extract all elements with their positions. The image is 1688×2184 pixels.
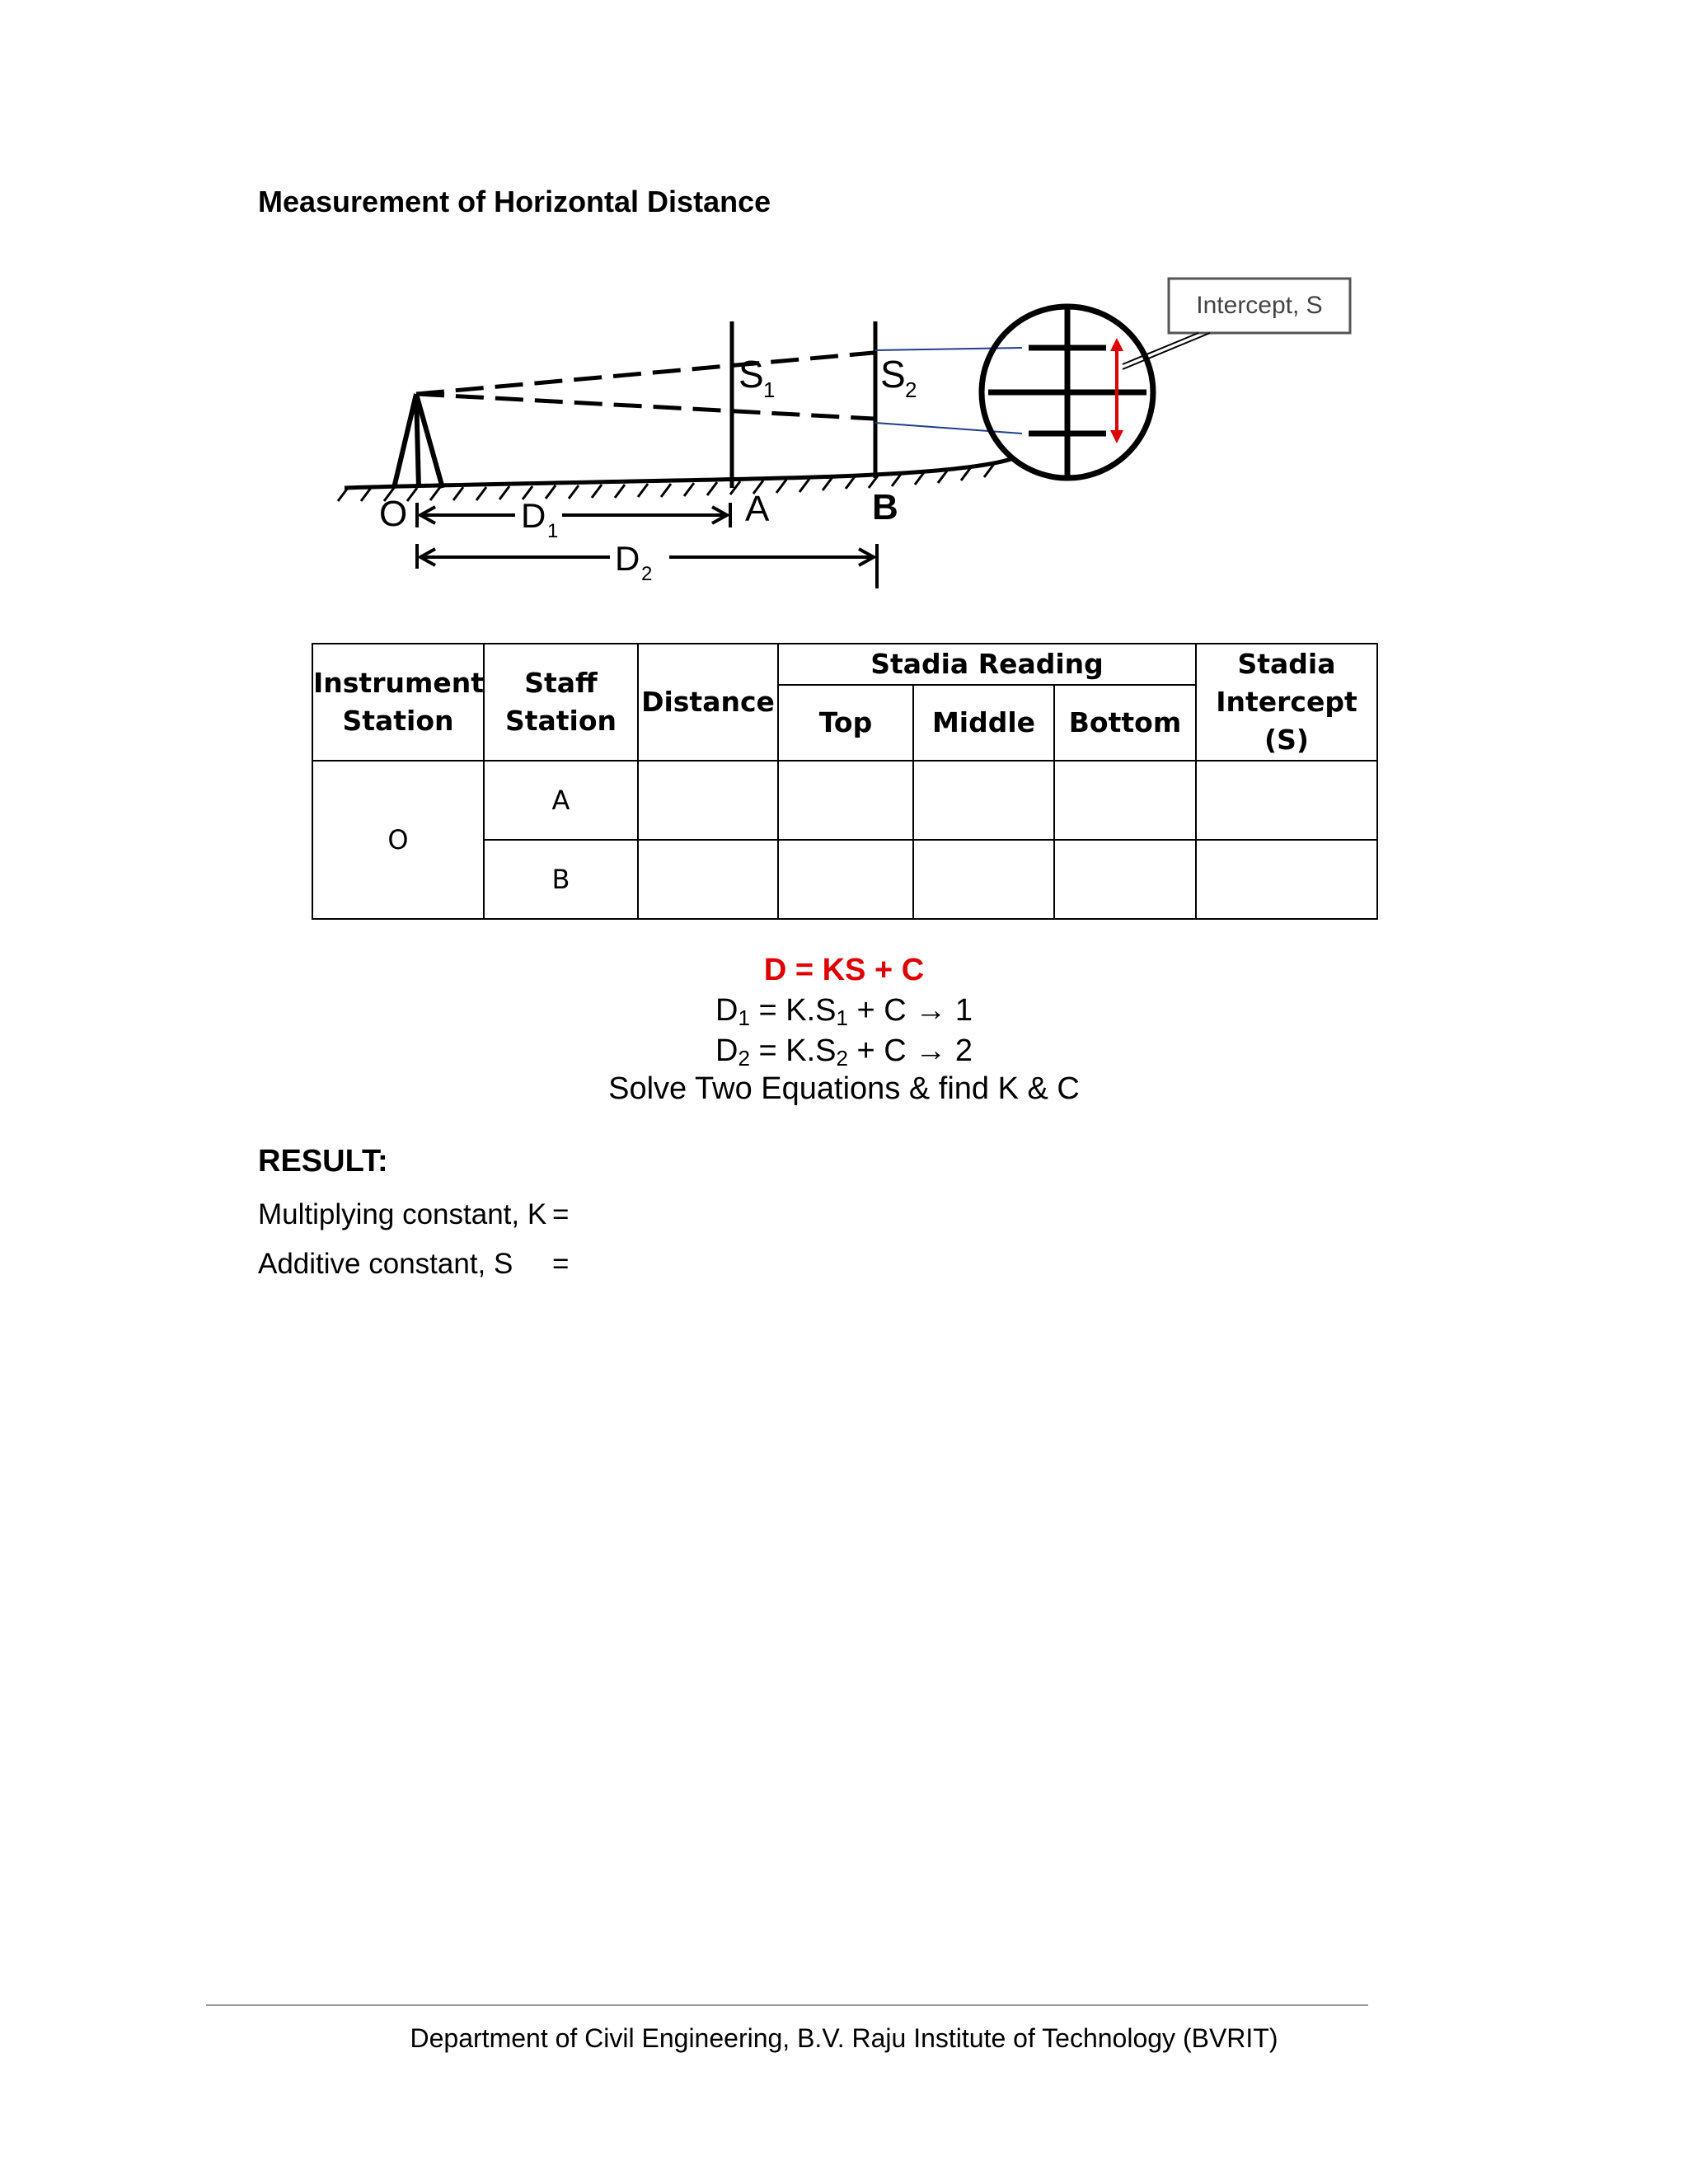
additive-constant-equals: = [552,1248,570,1280]
label-a: A [745,489,770,529]
cell-distance[interactable] [638,840,778,919]
multiplying-constant-equals: = [552,1198,570,1230]
stadia-diagram [330,272,1368,602]
main-equation: D = KS + C [763,953,925,987]
footer-text: Department of Civil Engineering, B.V. Raju Institute of Technology (BVRIT) [410,2023,1278,2053]
header-bottom: Bottom [1054,685,1196,761]
cell-bottom[interactable] [1054,761,1196,840]
cell-distance[interactable] [638,761,778,840]
header-stadia-intercept: Stadia Intercept (S) [1196,644,1377,761]
table-row [312,761,1377,840]
label-d2-sub: 2 [641,563,653,585]
ground-line [345,458,1014,488]
multiplying-constant-label: Multiplying constant, K [258,1198,547,1230]
equation-1: $D_1 = K.S_1 + C \to 1$ [715,993,973,1030]
label-s1: S [738,353,764,396]
header-stadia-reading: Stadia Reading [778,644,1196,685]
header-distance: Distance [638,644,778,761]
sight-lines [416,353,874,419]
section-title: Measurement of Horizontal Distance [258,185,771,218]
header-middle: Middle [913,685,1054,761]
solve-instruction: Solve Two Equations & find K & C [608,1071,1080,1106]
result-heading: RESULT: [258,1144,388,1179]
cell-bottom[interactable] [1054,840,1196,919]
header-top: Top [778,685,913,761]
label-b: B [872,487,898,527]
cell-top[interactable] [778,840,913,919]
label-d2: D [615,539,640,578]
reticle [982,307,1153,478]
cell-intercept[interactable] [1196,761,1377,840]
label-s2-sub: 2 [905,377,917,402]
dimension-d1 [417,503,730,527]
instrument-tripod [394,394,443,488]
label-d1: D [521,496,546,535]
cell-middle[interactable] [913,761,1054,840]
cell-top[interactable] [778,761,913,840]
label-o: O [379,494,408,534]
label-s1-sub: 1 [763,377,776,402]
cell-instrument-station: O [312,761,484,919]
header-staff-station: Staff Station [484,644,638,761]
header-instrument-station: Instrument Station [312,644,484,761]
label-s2: S [880,353,906,396]
cell-staff-station: B [484,840,638,919]
equation-2: $D_2 = K.S_2 + C \to 2$ [715,1033,973,1071]
additive-constant-label: Additive constant, S [258,1248,513,1280]
cell-intercept[interactable] [1196,840,1377,919]
cell-staff-station: A [484,761,638,840]
footer-divider [206,2004,1368,2006]
cell-middle[interactable] [913,840,1054,919]
callout-text: Intercept, S [1196,292,1323,319]
stadia-readings-table [312,643,1378,920]
label-d1-sub: 1 [547,520,559,542]
